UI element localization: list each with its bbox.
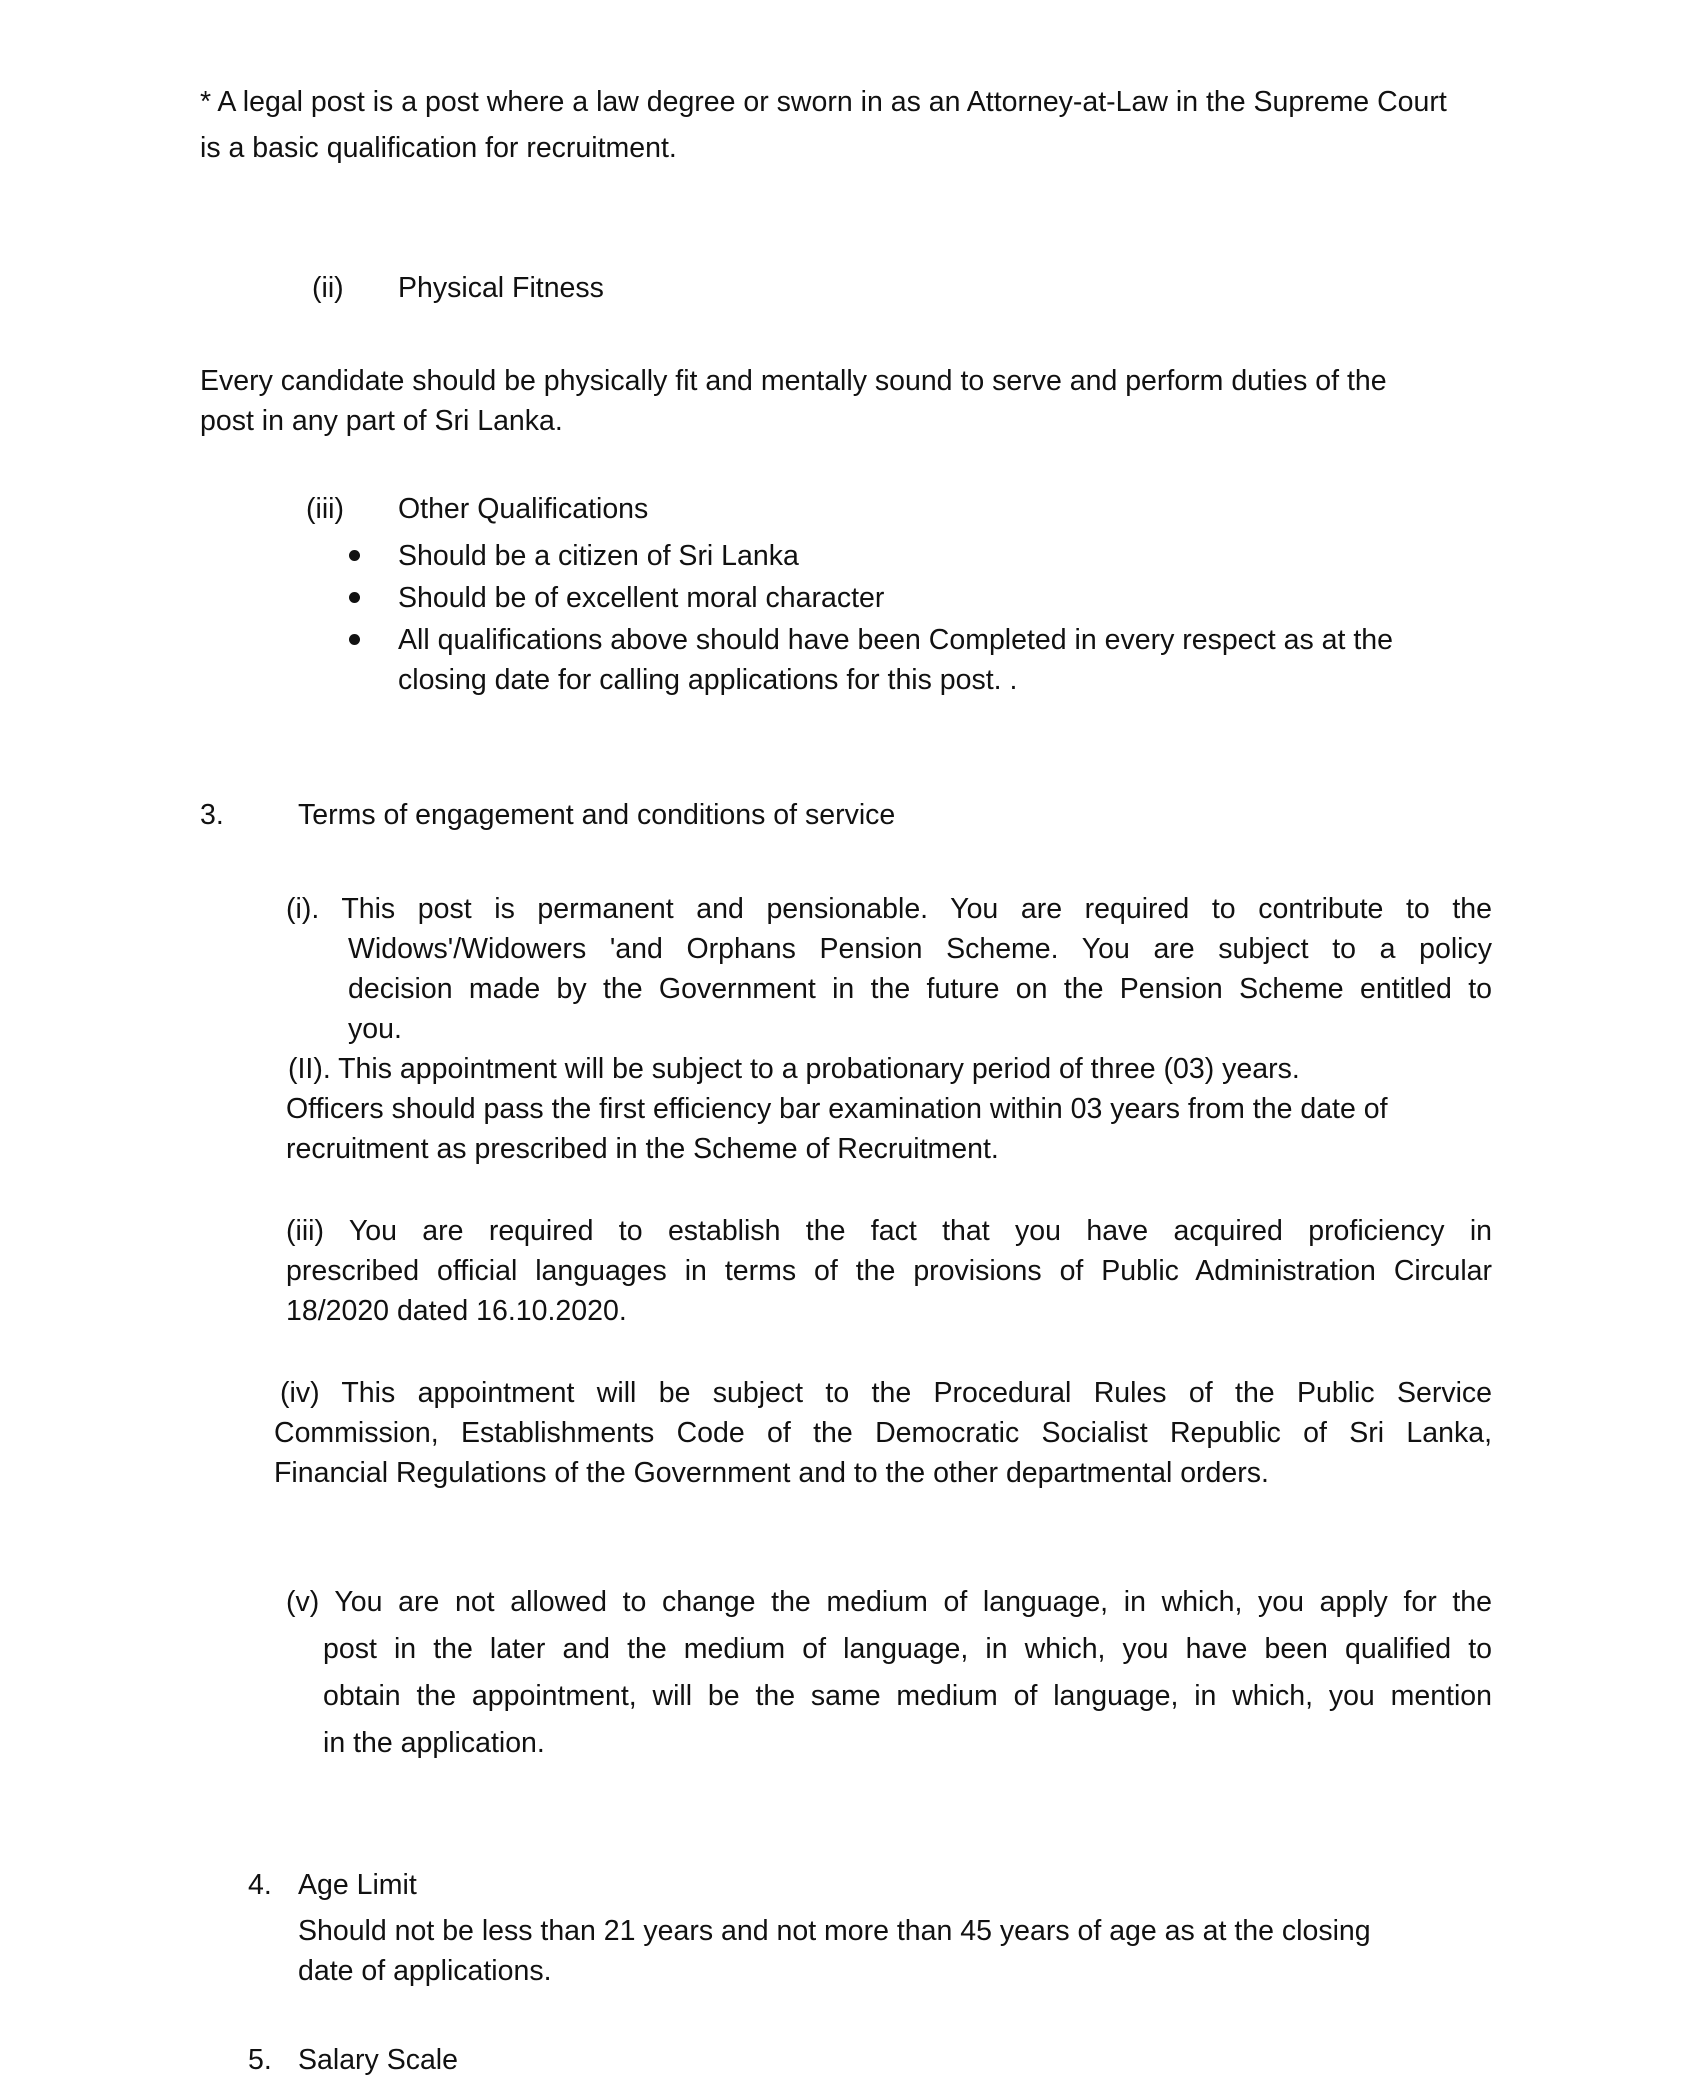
item-v-line-1: (v) You are not allowed to change the medium of language, in which, you apply for the	[286, 1586, 1492, 1618]
section-3-number: 3.	[200, 799, 224, 831]
item-i-line-2: Widows'/Widowers 'and Orphans Pension Scheme. You are subject to a policy	[348, 933, 1492, 965]
item-v-line-2: post in the later and the medium of language, in which, you have been qualified to	[323, 1633, 1492, 1665]
item-v-line-3: obtain the appointment, will be the same medium of language, in which, you mention	[323, 1680, 1492, 1712]
legal-note-line-2: is a basic qualification for recruitment.	[200, 132, 677, 164]
item-i-line-1: (i). This post is permanent and pensionable. You are required to contribute to the	[286, 893, 1492, 925]
section-4-heading: Age Limit	[298, 1869, 417, 1901]
physical-fitness-line-2: post in any part of Sri Lanka.	[200, 405, 563, 437]
item-iii-line-1: (iii) You are required to establish the fact that you have acquired proficiency in	[286, 1215, 1492, 1247]
item-iv-line-2: Commission, Establishments Code of the Democratic Socialist Republic of Sri Lanka,	[274, 1417, 1492, 1449]
item-ii-line-1: (II). This appointment will be subject to a probationary period of three (03) years.	[288, 1053, 1300, 1085]
item-i-line-3: decision made by the Government in the future on the Pension Scheme entitled to	[348, 973, 1492, 1005]
item-ii-line-3: recruitment as prescribed in the Scheme of Recruitment.	[286, 1133, 999, 1165]
item-ii-line-2: Officers should pass the first efficiency bar examination within 03 years from the date of	[286, 1093, 1388, 1125]
section-3-heading: Terms of engagement and conditions of service	[298, 799, 896, 831]
qualification-bullet-3: All qualifications above should have been Completed in every respect as at the	[398, 624, 1393, 656]
physical-fitness-heading: Physical Fitness	[398, 272, 604, 304]
section-5-heading: Salary Scale	[298, 2044, 458, 2076]
qualification-bullet-1: Should be a citizen of Sri Lanka	[398, 540, 799, 572]
item-i-line-4: you.	[348, 1013, 402, 1045]
physical-fitness-number: (ii)	[312, 272, 344, 304]
section-4-number: 4.	[248, 1869, 272, 1901]
bullet-icon	[349, 634, 360, 645]
item-iv-line-3: Financial Regulations of the Government and to the other departmental orders.	[274, 1457, 1269, 1489]
item-iii-line-3: 18/2020 dated 16.10.2020.	[286, 1295, 627, 1327]
qualification-bullet-2: Should be of excellent moral character	[398, 582, 885, 614]
section-4-line-2: date of applications.	[298, 1955, 552, 1987]
qualification-bullet-3-continued: closing date for calling applications for this post. .	[398, 664, 1018, 696]
section-5-number: 5.	[248, 2044, 272, 2076]
physical-fitness-line-1: Every candidate should be physically fit and mentally sound to serve and perform duties of the	[200, 365, 1387, 397]
item-v-line-4: in the application.	[323, 1727, 545, 1759]
item-iii-line-2: prescribed official languages in terms of the provisions of Public Administration Circular	[286, 1255, 1492, 1287]
legal-note-line-1: * A legal post is a post where a law degree or sworn in as an Attorney-at-Law in the Supreme Court	[200, 86, 1447, 118]
section-4-line-1: Should not be less than 21 years and not more than 45 years of age as at the closing	[298, 1915, 1371, 1947]
other-qualifications-number: (iii)	[306, 493, 344, 525]
item-iv-line-1: (iv) This appointment will be subject to the Procedural Rules of the Public Service	[280, 1377, 1492, 1409]
other-qualifications-heading: Other Qualifications	[398, 493, 649, 525]
bullet-icon	[349, 550, 360, 561]
bullet-icon	[349, 592, 360, 603]
